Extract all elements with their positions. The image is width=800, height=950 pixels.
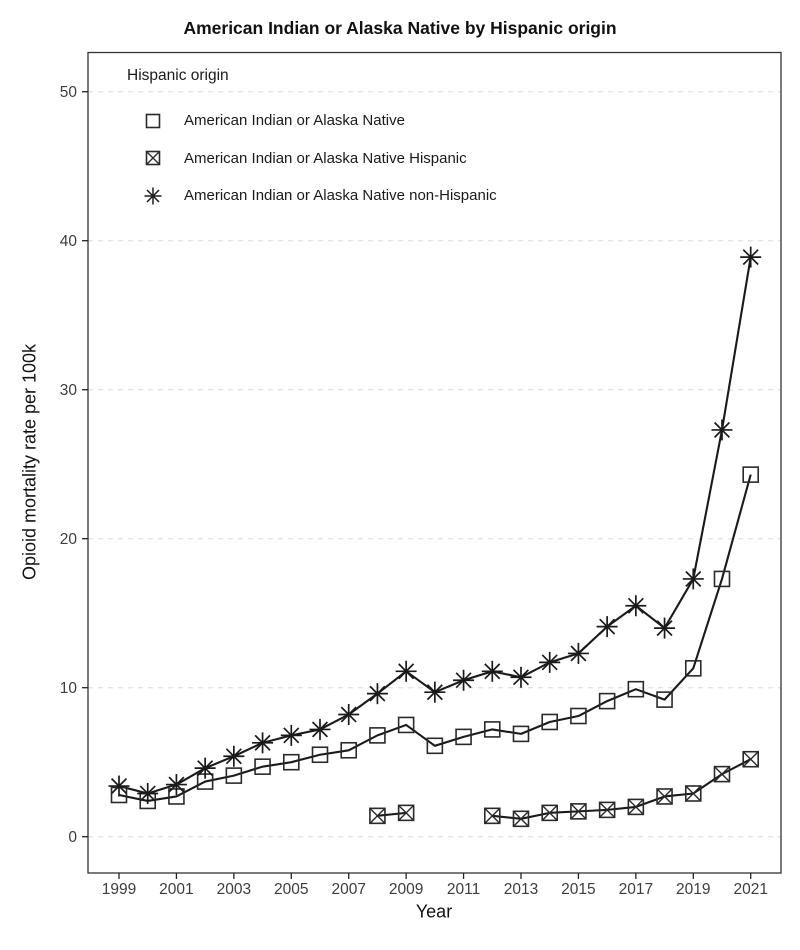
legend-item-aian-hispanic (127, 140, 547, 178)
x-axis-label: Year (415, 901, 453, 922)
chart-title: American Indian or Alaska Native by Hispanic origin (183, 18, 617, 38)
y-tick-label: 20 (59, 531, 77, 549)
y-axis-label: Opioid mortality rate per 100k (19, 343, 40, 581)
x-tick-label: 2013 (503, 881, 539, 898)
y-tick-label: 0 (68, 829, 77, 847)
x-tick-label: 2007 (331, 881, 366, 898)
x-tick-label: 2021 (733, 881, 768, 898)
x-tick-label: 2009 (388, 881, 424, 898)
square-marker-icon (140, 108, 166, 134)
y-tick-label: 10 (59, 680, 77, 698)
legend-item-aian (127, 102, 547, 140)
legend-item-aian-non-hispanic (127, 177, 547, 215)
x-tick-label: 2017 (618, 881, 654, 898)
square-x-marker-icon (140, 145, 166, 171)
series-line-0 (119, 475, 751, 801)
x-tick-label: 2005 (274, 881, 309, 898)
legend-item-label: American Indian or Alaska Native non-Hispanic (184, 187, 497, 205)
y-tick-label: 30 (59, 382, 77, 400)
y-tick-label: 40 (59, 233, 77, 251)
asterisk-marker-icon (140, 183, 166, 209)
x-tick-label: 2003 (216, 881, 252, 898)
legend-title: Hispanic origin (127, 67, 229, 84)
series-line-1 (492, 759, 750, 819)
x-tick-label: 2015 (561, 881, 596, 898)
x-tick-label: 2019 (676, 881, 711, 898)
x-tick-label: 2011 (446, 881, 481, 898)
legend-item-label: American Indian or Alaska Native Hispanic (184, 149, 467, 167)
legend (127, 64, 547, 215)
x-tick-label: 2001 (159, 881, 194, 898)
series-line-1 (377, 813, 406, 816)
legend-item-label: American Indian or Alaska Native (184, 112, 405, 130)
x-tick-label: 1999 (101, 881, 137, 898)
y-tick-label: 50 (59, 84, 77, 102)
series-line-2 (119, 257, 751, 793)
